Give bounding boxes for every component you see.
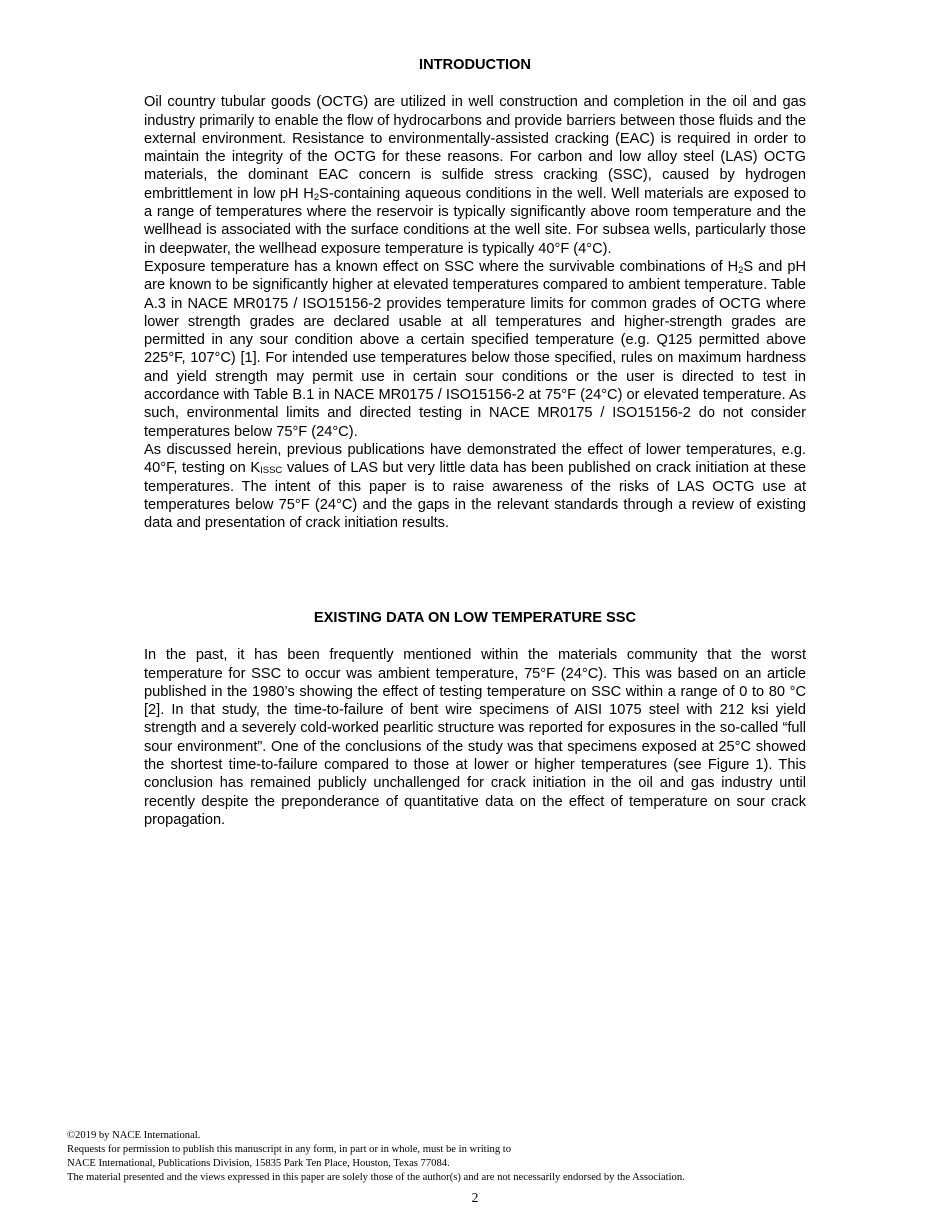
existing-data-paragraph-1: In the past, it has been frequently mentioned within the materials community that the worst temperature for SSC to occur was ambient temperature, 75°F (24°C). This was based on an article published in the 1980’s showing the effect of testing temperature on SSC within a range of 0 to 80 °C [2]. In that study, the time-to-failure of bent wire specimens of AISI 1075 steel with 212 ksi yield strength and a severely cold-worked pearlitic structure was reported for exposures in the so-called “full sour environment”. One of the conclusions of the study was that specimens exposed at 25°C showed the shortest time-to-failure compared to those at lower or higher temperatures (see Figure 1). This conclusion has remained publicly unchallenged for crack initiation in the oil and gas industry until recently despite the preponderance of quantitative data on the effect of temperature on sour crack propagation.: [144, 647, 806, 828]
subscript: 2: [313, 191, 320, 203]
footer-line: NACE International, Publications Division, 15835 Park Ten Place, Houston, Texas 77084.: [67, 1158, 450, 1169]
text-run: S-containing aqueous conditions in the well. Well materials are exposed to a range of temperatures where the reservoir is typically significantly above room temperature and the wellhead is associated with the surface conditions at the well site. For subsea wells, particularly those in deepwater, the wellhead exposure temperature is typically 40°F (4°C).: [144, 185, 806, 257]
text-run: values of LAS but very little data has been published on crack initiation at these temperatures. The intent of this paper is to raise awareness of the risks of LAS OCTG use at temperatures below 75°F (24°C) and the gaps in the relevant standards through a review of existing data and presentation of crack initiation results.: [144, 460, 806, 532]
footer-line: The material presented and the views expressed in this paper are solely those of the author(s) and are not necessarily endorsed by the Association.: [67, 1172, 685, 1183]
existing-data-section: [144, 609, 806, 829]
subscript: ISSC: [260, 465, 283, 477]
copyright-footer: [67, 1129, 887, 1185]
page-number: 2: [471, 1190, 479, 1205]
text-run: S and pH are known to be significantly higher at elevated temperatures compared to ambient temperature. Table A.3 in NACE MR0175 / ISO15156-2 provides temperature limits for common grades of OCTG where lower strength grades are declared usable at all temperatures and higher-strength grades are permitted in any sour condition above a certain specified temperature (e.g. Q125 permitted above 225°F, 107°C) [1]. For intended use temperatures below those specified, rules on maximum hardness and yield strength may permit use in certain sour conditions or the user is directed to test in accordance with Table B.1 in NACE MR0175 / ISO15156-2 at 75°F (24°C) or elevated temperature. As such, environmental limits and directed testing in NACE MR0175 / ISO15156-2 do not consider temperatures below 75°F (24°C).: [144, 258, 806, 440]
introduction-paragraph-1: [144, 93, 806, 258]
introduction-paragraph-2: [144, 258, 806, 441]
footer-line: ©2019 by NACE International.: [67, 1130, 201, 1141]
subscript: 2: [738, 264, 744, 276]
text-run: As discussed herein, previous publications have demonstrated the effect of lower temperatures, e.g. 40°F, testing on K: [144, 441, 806, 477]
introduction-paragraph-3: [144, 441, 806, 532]
introduction-heading: INTRODUCTION: [419, 57, 531, 73]
existing-data-heading: EXISTING DATA ON LOW TEMPERATURE SSC: [313, 610, 637, 626]
text-run: Oil country tubular goods (OCTG) are utilized in well construction and completion in the oil and gas industry primarily to enable the flow of hydrocarbons and provide barriers between those fluids and the external environment. Resistance to environmentally-assisted cracking (EAC) is required in order to maintain the integrity of the OCTG for these reasons. For carbon and low alloy steel (LAS) OCTG materials, the dominant EAC concern is sulfide stress cracking (SSC), caused by hydrogen embrittlement in low pH H: [144, 94, 806, 202]
text-run: Exposure temperature has a known effect on SSC where the survivable combinations of H: [144, 258, 739, 275]
footer-line: Requests for permission to publish this manuscript in any form, in part or in whole, must be in writing to: [67, 1144, 512, 1155]
introduction-section: [144, 56, 806, 532]
